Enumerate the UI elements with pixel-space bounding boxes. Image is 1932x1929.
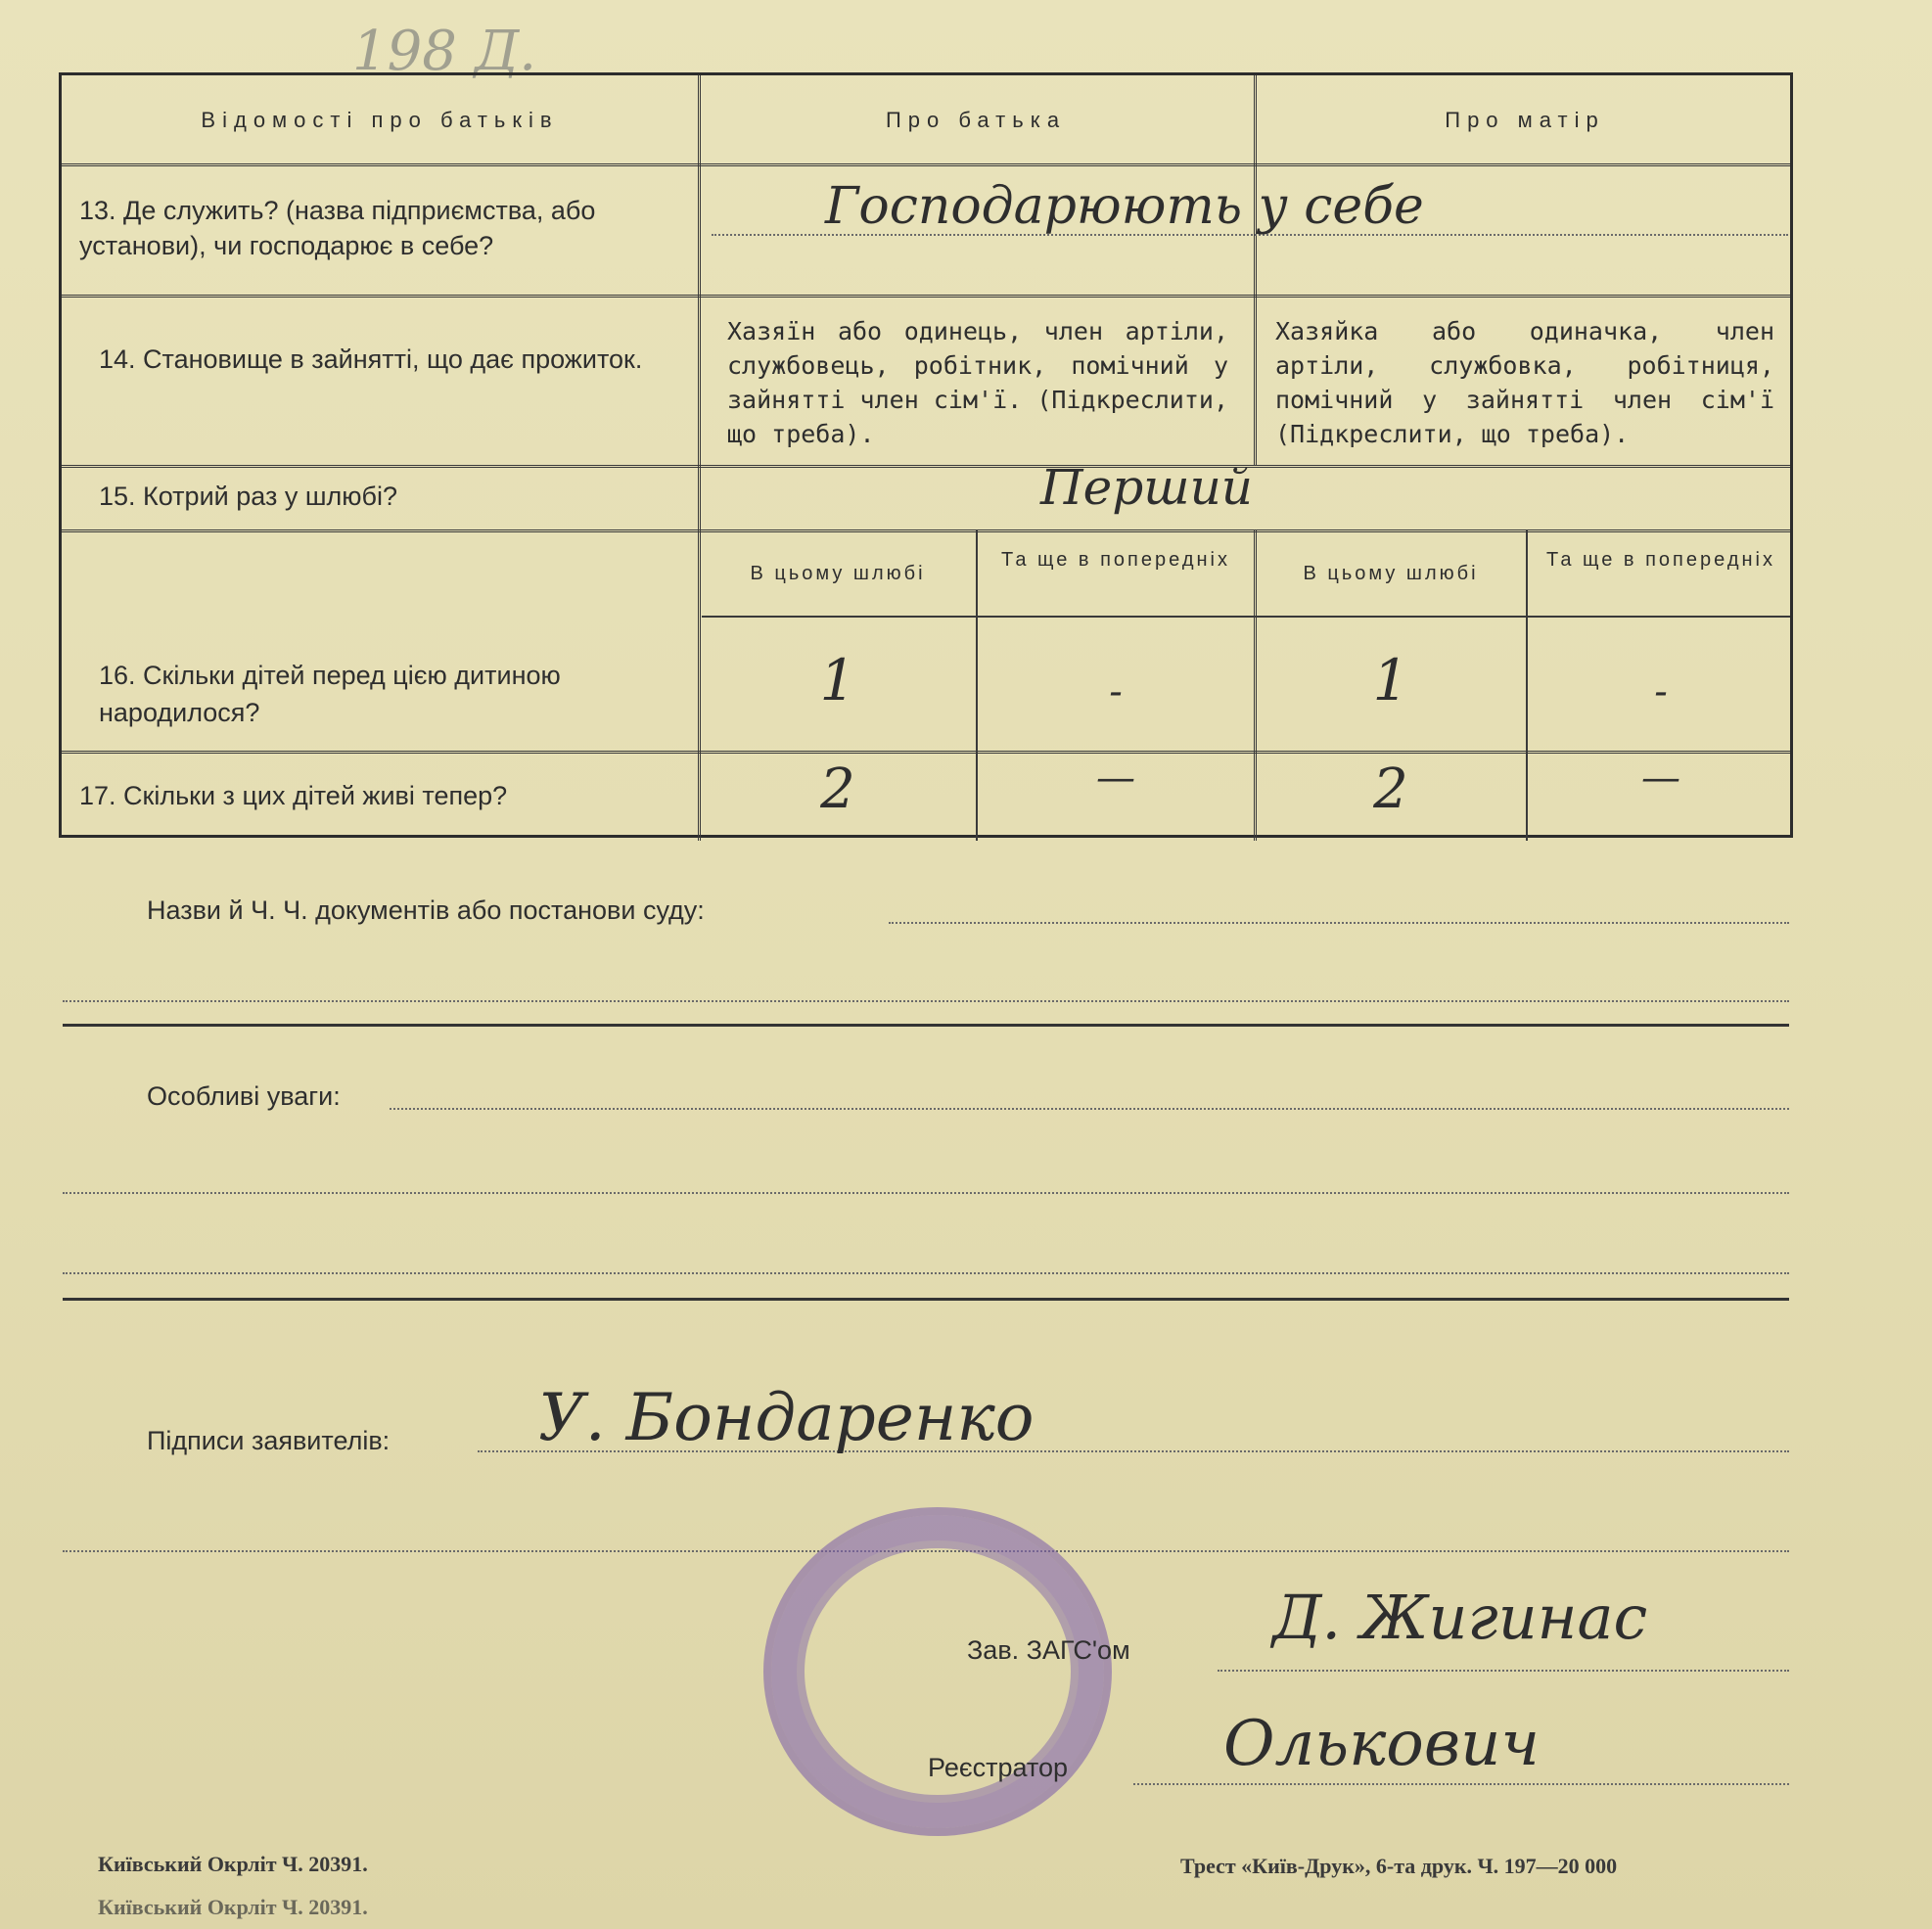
q16-father-previous: -	[1109, 669, 1123, 714]
q17-father-this: 2	[820, 758, 855, 821]
q17-father-previous: —	[1096, 756, 1135, 801]
header-father: Про батька	[885, 108, 1067, 132]
registrar-line	[1133, 1783, 1789, 1785]
q15-value: Перший	[1040, 459, 1253, 516]
footer-left-repeat: Київський Окрліт Ч. 20391.	[98, 1895, 368, 1919]
q16-father-this: 1	[819, 647, 856, 713]
header-mother: Про матір	[1445, 108, 1605, 132]
q15-label: 15. Котрий раз у шлюбі?	[99, 482, 397, 511]
pencil-note: 198 Д.	[352, 20, 537, 83]
footer-right: Трест «Київ-Друк», 6-та друк. Ч. 197—20 000	[1180, 1854, 1618, 1878]
documents-label: Назви й Ч. Ч. документів або постанови суду:	[147, 896, 705, 925]
rule-15	[62, 529, 1790, 532]
q17-label: 17. Скільки з цих дітей живі тепер?	[79, 781, 508, 810]
registrar-label: Реєстратор	[928, 1753, 1069, 1782]
remarks-line-3	[63, 1272, 1789, 1274]
rule-13	[62, 295, 1790, 298]
remarks-rule	[63, 1298, 1789, 1301]
q16-mother-previous: -	[1654, 669, 1668, 714]
q16-label: 16. Скільки дітей перед цією дитиною народилося?	[99, 661, 561, 727]
sub-mother-previous: Та ще в попередніх	[1546, 549, 1775, 571]
q16-mother-this: 1	[1372, 647, 1409, 713]
q17-mother-this: 2	[1373, 758, 1408, 821]
rule-14	[62, 465, 1790, 468]
sub-father-previous: Та ще в попередніх	[1001, 549, 1230, 571]
signatures-label: Підписи заявителів:	[147, 1426, 391, 1455]
signature-applicant: У. Бондаренко	[538, 1380, 1035, 1455]
head-label: Зав. ЗАГС'ом	[967, 1635, 1130, 1665]
sub-father-this: В цьому шлюбі	[750, 563, 926, 584]
col-divider-sub-1	[976, 529, 978, 841]
remarks-line-1	[390, 1108, 1789, 1110]
sub-mother-this: В цьому шлюбі	[1303, 563, 1479, 584]
col-divider-1	[698, 75, 701, 841]
q13-label: 13. Де служить? (назва підприємства, або установи), чи господарює в себе?	[79, 196, 596, 260]
parents-info-table	[59, 72, 1793, 838]
q17-mother-previous: —	[1641, 756, 1680, 801]
header-parents: Відомості про батьків	[201, 108, 559, 132]
rule-header	[62, 163, 1790, 166]
documents-line-2	[63, 1000, 1789, 1002]
q14-label: 14. Становище в зайнятті, що дає прожиток.	[99, 344, 643, 374]
q14-father: Хазяїн або одинець, член артіли, службовець, робітник, помічний у зайнятті член сім'ї. (Підкреслити, що треба).	[727, 317, 1228, 448]
documents-rule	[63, 1024, 1789, 1027]
rule-subheader	[702, 616, 1790, 618]
official-stamp	[763, 1507, 1112, 1836]
footer-left: Київський Окрліт Ч. 20391.	[98, 1852, 368, 1876]
col-divider-2-bottom	[1254, 529, 1257, 841]
q13-value: Господарюють у себе	[825, 177, 1424, 236]
signature-registrar: Олькович	[1223, 1708, 1541, 1780]
remarks-line-2	[63, 1192, 1789, 1194]
col-divider-sub-2	[1526, 529, 1528, 841]
remarks-label: Особливі уваги:	[147, 1081, 341, 1111]
rule-16	[62, 751, 1790, 754]
head-line	[1218, 1670, 1789, 1672]
q14-mother: Хазяйка або одиначка, член артіли, службовка, робітниця, помічний у зайнятті член сім'ї (Підкреслити, що треба).	[1275, 317, 1774, 448]
signature-head: Д. Жигинас	[1272, 1582, 1648, 1653]
documents-line-1	[889, 922, 1789, 924]
